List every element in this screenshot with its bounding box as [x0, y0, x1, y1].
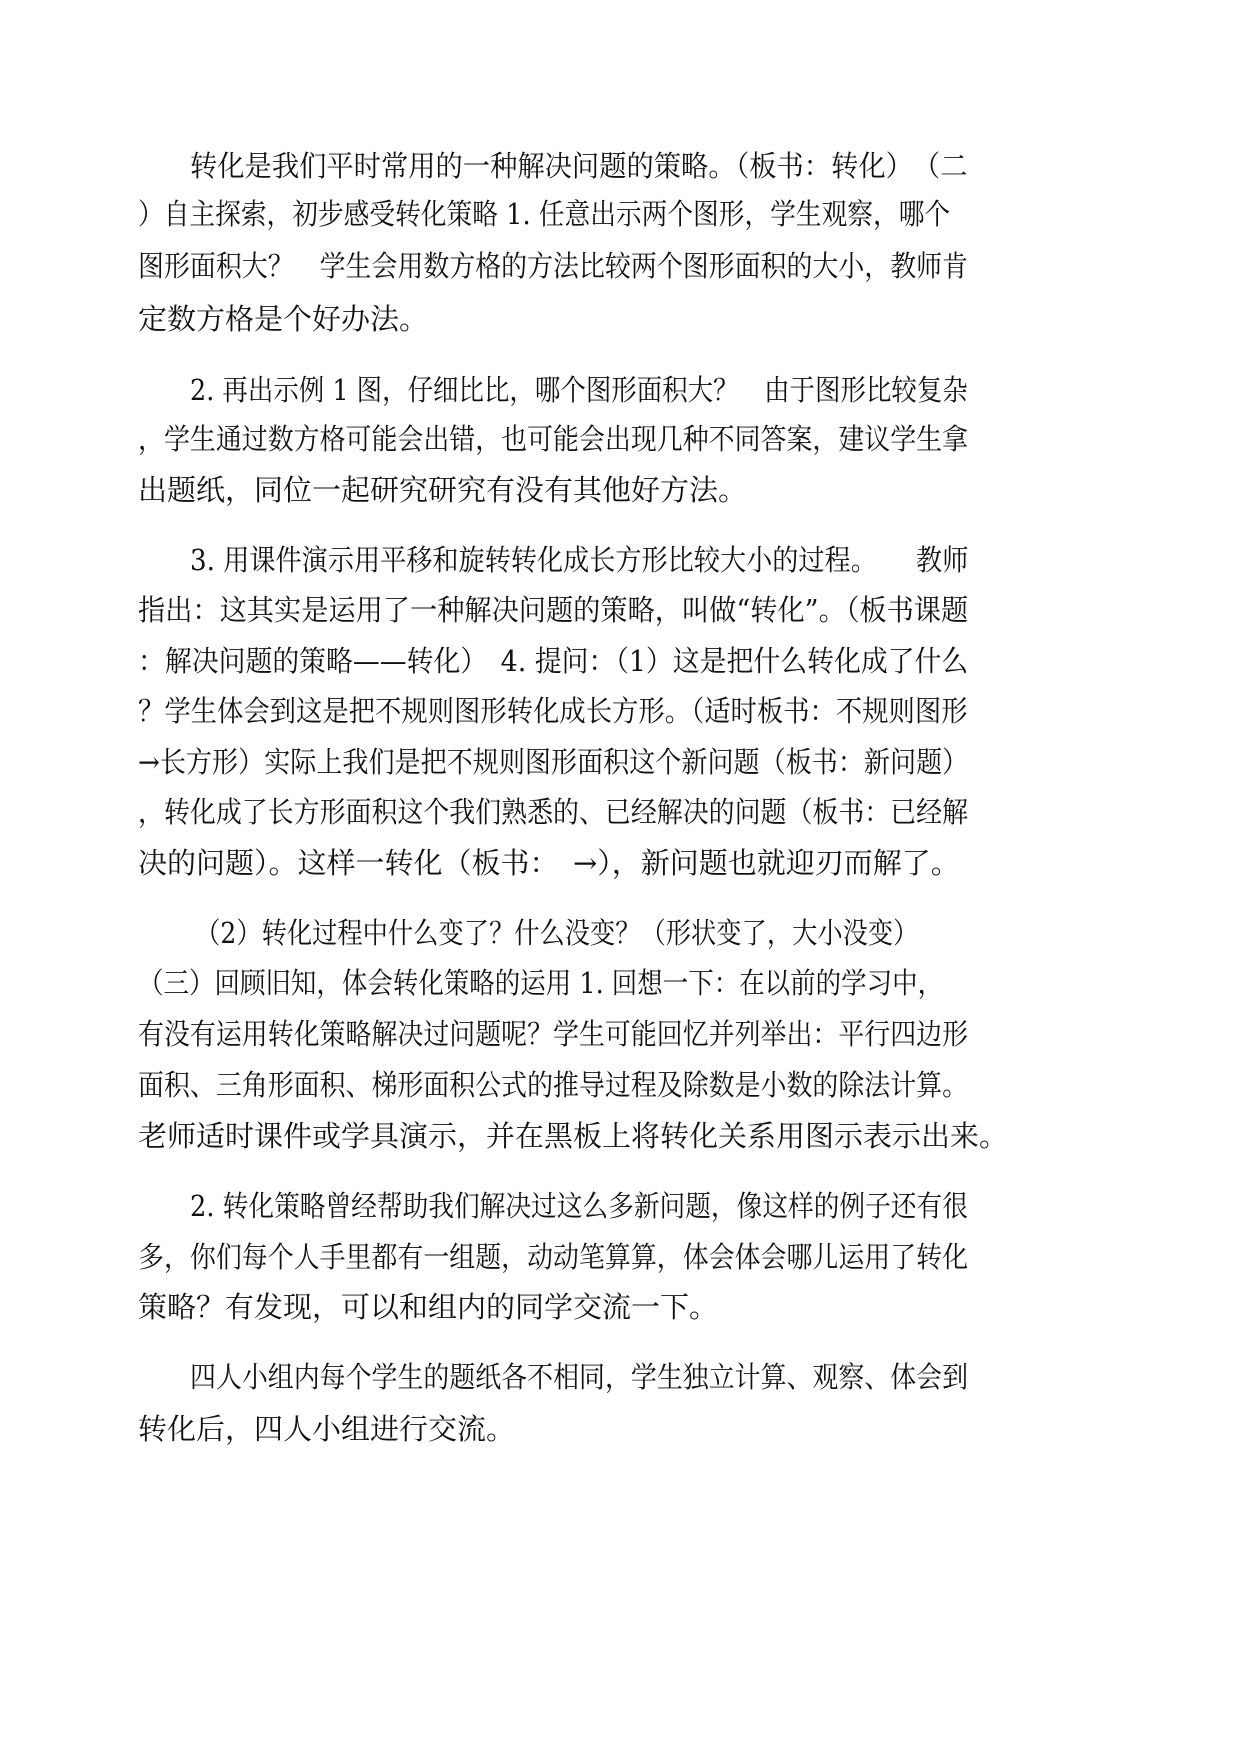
- text-line: 转化是我们平时常用的一种解决问题的策略。（板书：转化） （二: [190, 149, 968, 183]
- text-line: 四人小组内每个学生的题纸各不相同，学生独立计算、观察、体会到: [190, 1360, 969, 1394]
- text-line: 3. 用课件演示用平移和旋转转化成长方形比较大小的过程。 教师: [190, 543, 969, 577]
- text-line: ：解决问题的策略——转化） 4. 提问：（1）这是把什么转化成了什么: [138, 644, 969, 678]
- text-line: 出题纸，同位一起研究研究有没有其他好方法。: [138, 473, 748, 507]
- text-line: 定数方格是个好办法。: [138, 302, 429, 336]
- text-line: ）自主探索，初步感受转化策略 1. 任意出示两个图形，学生观察，哪个: [138, 197, 951, 231]
- text-line: ？学生体会到这是把不规则图形转化成长方形。（适时板书：不规则图形: [138, 694, 968, 728]
- text-line: →长方形）实际上我们是把不规则图形面积这个新问题（板书：新问题）: [138, 745, 969, 779]
- text-line: 老师适时课件或学具演示，并在黑板上将转化关系用图示表示出来。: [138, 1119, 1009, 1153]
- text-line: （三）回顾旧知，体会转化策略的运用 1. 回想一下：在以前的学习中，: [138, 966, 944, 1000]
- text-line: 转化后，四人小组进行交流。: [138, 1412, 516, 1446]
- text-line: 决的问题）。这样一转化（板书： →），新问题也就迎刃而解了。: [138, 846, 960, 880]
- text-line: 策略？有发现，可以和组内的同学交流一下。: [138, 1290, 719, 1324]
- text-line: 2. 转化策略曾经帮助我们解决过这么多新问题，像这样的例子还有很: [190, 1189, 968, 1223]
- text-line: 有没有运用转化策略解决过问题呢？学生可能回忆并列举出：平行四边形: [138, 1017, 969, 1051]
- text-line: 图形面积大？ 学生会用数方格的方法比较两个图形面积的大小，教师肯: [138, 249, 969, 283]
- text-line: （2）转化过程中什么变了？什么没变？（形状变了，大小没变）: [195, 916, 919, 950]
- text-line: 2. 再出示例 1 图，仔细比比，哪个图形面积大？ 由于图形比较复杂: [190, 373, 968, 407]
- text-line: 指出：这其实是运用了一种解决问题的策略，叫做“转化”。（板书课题: [138, 593, 969, 627]
- text-line: 面积、三角形面积、梯形面积公式的推导过程及除数是小数的除法计算。: [138, 1068, 969, 1102]
- text-line: 多，你们每个人手里都有一组题，动动笔算算，体会体会哪儿运用了转化: [138, 1240, 969, 1274]
- text-line: ，学生通过数方格可能会出错，也可能会出现几种不同答案，建议学生拿: [138, 422, 969, 456]
- text-line: ，转化成了长方形面积这个我们熟悉的、已经解决的问题（板书：已经解: [138, 795, 969, 829]
